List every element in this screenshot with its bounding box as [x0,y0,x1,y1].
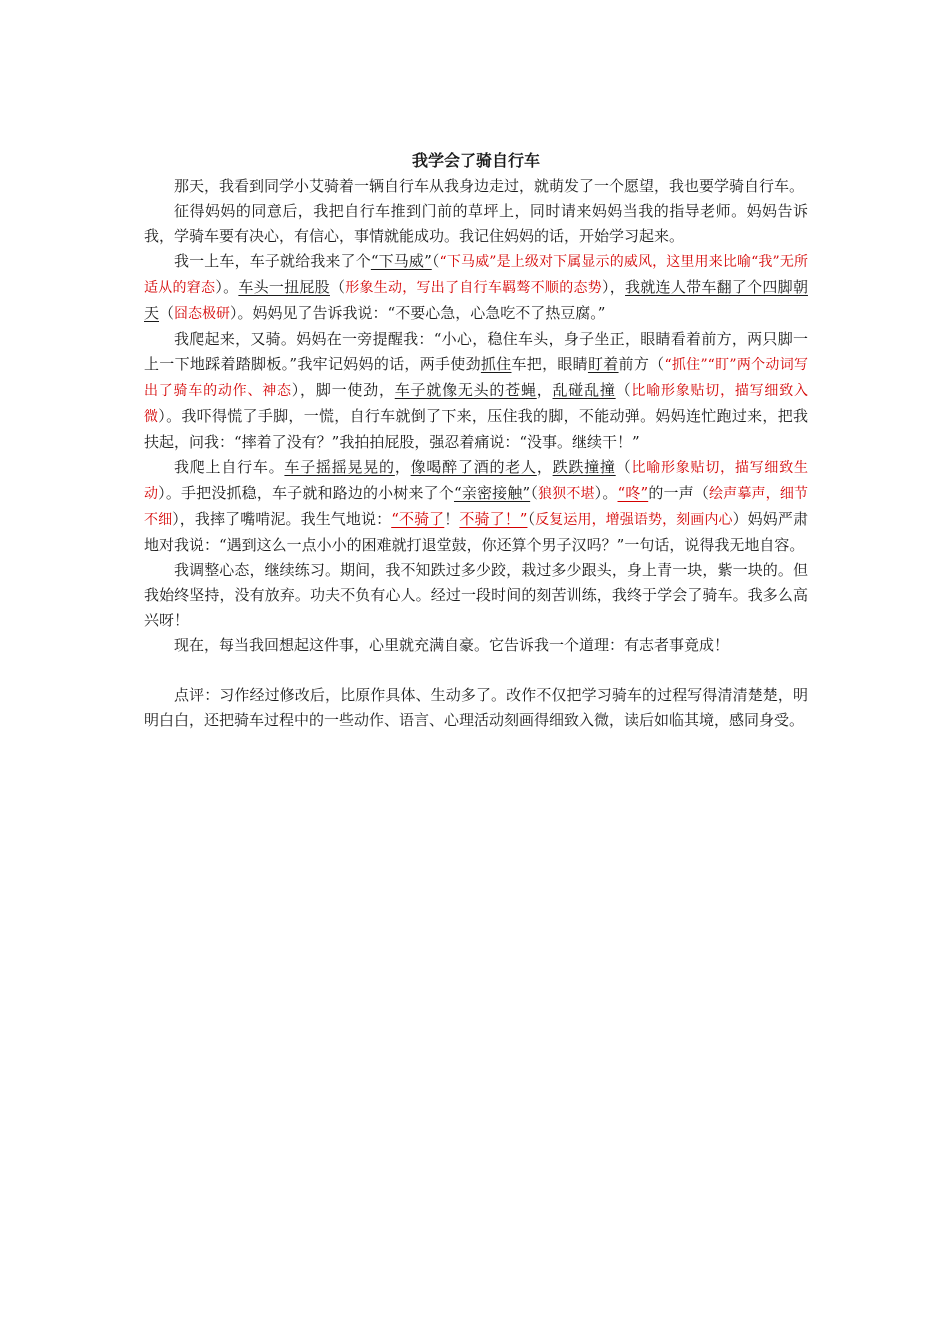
text: （ [530,484,538,502]
text: （ [615,458,632,476]
underlined-phrase: 我就连人带车翻了个四脚朝天 [144,278,808,322]
text: 我爬上自行车。 [174,458,285,476]
paragraph-7: 现在，每当我回想起这件事，心里就充满自豪。它告诉我一个道理：有志者事竟成！ [174,636,730,654]
text: ， [394,458,411,476]
text: ）妈妈严肃地对我说：“遇到这么一点小小的困难就打退堂鼓，你还算个男子汉吗？”一句话，说得我无地自容。 [144,510,808,554]
underlined-phrase: 像喝醉了酒的老人 [410,458,537,476]
red-annotation: 囧态极研 [174,306,231,322]
spacer [144,658,808,683]
text: ）。妈妈见了告诉我说：“不要心急，心急吃不了热豆腐。” [230,304,606,322]
document-page [144,148,808,733]
text: （ [159,304,175,322]
text: （ [615,381,632,399]
underlined-phrase: 车头一扭屁股 [238,278,330,296]
paragraph-1: 那天，我看到同学小艾骑着一辆自行车从我身边走过，就萌发了一个愿望，我也要学骑自行车。 [174,177,805,195]
text: ）， [602,278,626,296]
red-annotation: 绘声摹声，细节不细 [144,486,809,528]
text: （ [329,278,346,296]
text: ， [536,458,553,476]
text: 前方（ [618,355,665,373]
paragraph-6: 我调整心态，继续练习。期间，我不知跌过多少跤，栽过多少跟头，身上青一块，紫一块的。但我始终坚持，没有放弃。功夫不负有心人。经过一段时间的刻苦训练，我终于学会了骑车。我多么高兴呀！ [144,561,808,629]
red-annotation: “抓住”“盯”两个动词写出了骑车的动作、神态 [144,357,808,399]
paragraph-4 [144,327,808,455]
red-underlined-phrase: “不骑了 [391,510,445,528]
underlined-phrase: 抓住 [480,355,512,373]
text: 我爬起来，又骑。妈妈在一旁提醒我：“小心，稳住车头，身子坐正，眼睛看着前方，两只脚一上一下地踩着踏脚板。”我牢记妈妈的话，两手使劲 [144,330,808,373]
red-annotation: “下马威”是上级对下属显示的威风，这里用来比喻“我”无所适从的窘态 [144,254,808,296]
underlined-phrase: “亲密接触” [453,484,531,502]
text: 车把，眼睛 [511,355,588,373]
text: 的一声（ [648,484,710,502]
underlined-phrase: 盯着 [587,355,619,373]
text: （ [527,510,536,528]
red-annotation: 比喻形象贴切，描写细致生动 [144,460,808,502]
text: ）。 [215,278,239,296]
red-annotation: 反复运用，增强语势，刻画内心 [535,512,733,528]
red-annotation: 狼狈不堪 [538,486,595,502]
red-annotation: 比喻形象贴切，描写细致入微 [144,383,808,425]
text: ， [536,381,553,399]
paragraph-5 [144,455,808,558]
text: 我一上车，车子就给我来了个 [174,252,371,270]
underlined-phrase: 跌跌撞撞 [552,458,616,476]
text: ），脚一使劲， [291,381,395,399]
underlined-phrase: 车子就像无头的苍蝇 [394,381,537,399]
red-underlined-phrase: “咚” [617,484,649,502]
text: （ [431,252,440,270]
teacher-comment: 点评：习作经过修改后，比原作具体、生动多了。改作不仅把学习骑车的过程写得清清楚楚，明明白白，还把骑车过程中的一些动作、语言、心理活动刻画得细致入微，读后如临其境，感同身受。 [144,686,808,729]
paragraph-3 [144,249,808,327]
text: ）。 [594,484,618,502]
essay-title: 我学会了骑自行车 [411,151,540,170]
text: ），我摔了嘴啃泥。我生气地说： [172,510,392,528]
text: ）。手把没抓稳，车子就和路边的小树来了个 [158,484,454,502]
underlined-phrase: 乱碰乱撞 [552,381,616,399]
text: ）。我吓得慌了手脚，一慌，自行车就倒了下来，压住我的脚，不能动弹。妈妈连忙跑过来，把我扶起，问我：“摔着了没有？”我拍拍屁股，强忍着痛说：“没事。继续干！” [144,407,808,451]
red-underlined-phrase: 不骑了！” [459,510,528,528]
underlined-phrase: 车子摇摇晃晃的 [284,458,395,476]
red-annotation: 形象生动，写出了自行车羁骜不顺的态势 [345,280,602,296]
text: ！ [444,510,460,528]
underlined-phrase: “下马威” [370,252,432,270]
paragraph-2: 征得妈妈的同意后，我把自行车推到门前的草坪上，同时请来妈妈当我的指导老师。妈妈告诉我，学骑车要有决心，有信心，事情就能成功。我记住妈妈的话，开始学习起来。 [144,202,808,245]
